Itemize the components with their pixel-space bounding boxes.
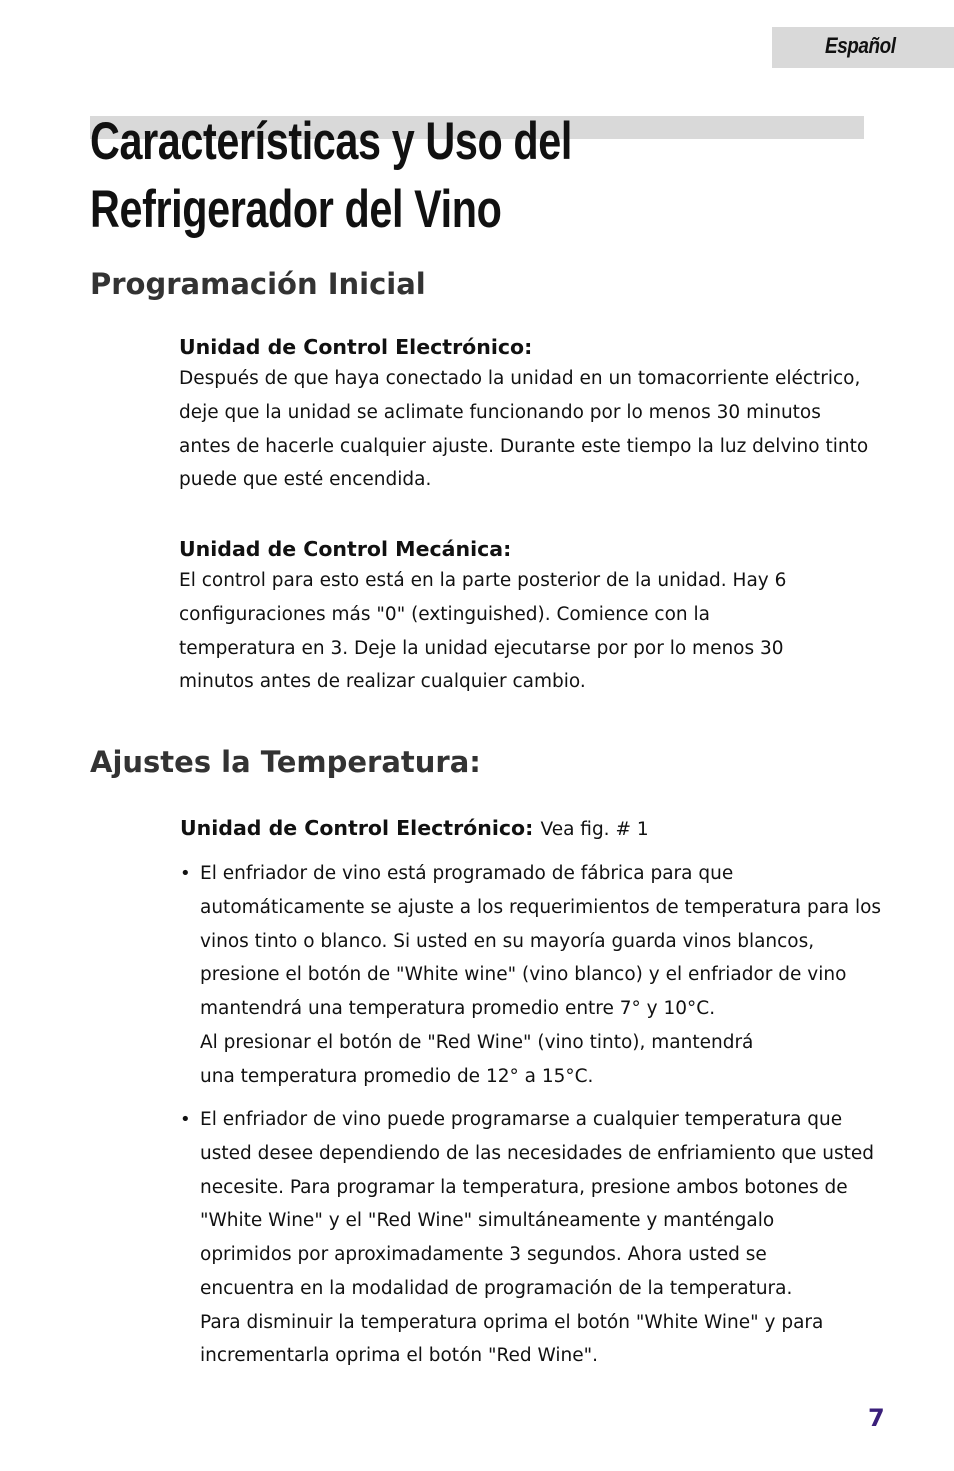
text-line: El control para esto está en la parte posterior de la unidad. Hay 6 (179, 570, 787, 591)
temperature-electronic-heading: Unidad de Control Electrónico: (180, 816, 534, 840)
figure-reference: Vea fig. # 1 (540, 819, 649, 840)
text-line: minutos antes de realizar cualquier cambio. (179, 671, 586, 693)
temperature-electronic-heading-row (180, 812, 870, 846)
bullet-icon: • (180, 1109, 191, 1130)
section-heading-ajustes: Ajustes la Temperatura: (90, 745, 481, 779)
text-line: Después de que haya conectado la unidad en un tomacorriente eléctrico, (179, 368, 861, 389)
text-line: "White Wine" y el "Red Wine" simultáneamente y manténgalo (200, 1210, 775, 1232)
list-item-text (200, 1103, 874, 1373)
page-title-line-1: Características y Uso del (90, 112, 572, 171)
text-line: vinos tinto o blanco. Si usted en su mayoría guarda vinos blancos, (200, 930, 815, 952)
text-line: antes de hacerle cualquier ajuste. Durante este tiempo la luz delvino tinto (179, 435, 869, 457)
text-line: automáticamente se ajuste a los requerimientos de temperatura para los (200, 896, 882, 918)
text-line: deje que la unidad se aclimate funcionando por lo menos 30 minutos (179, 401, 821, 423)
text-line: configuraciones más "0" (extinguished). Comience con la (179, 603, 711, 625)
page-number: 7 (868, 1404, 885, 1432)
text-line: temperatura en 3. Deje la unidad ejecutarse por por lo menos 30 (179, 637, 784, 659)
language-tab (772, 27, 954, 68)
mechanical-control-text (179, 564, 869, 699)
page-title-line-2: Refrigerador del Vino (90, 180, 502, 239)
text-line: Al presionar el botón de "Red Wine" (vino tinto), mantendrá (200, 1031, 754, 1053)
electronic-control-text (179, 362, 869, 497)
text-line: oprimidos por aproximadamente 3 segundos. Ahora usted se (200, 1244, 767, 1265)
text-line: una temperatura promedio de 12° a 15°C. (200, 1065, 594, 1087)
text-line: Para disminuir la temperatura oprima el botón "White Wine" y para (200, 1311, 824, 1333)
text-line: mantendrá una temperatura promedio entre 7° y 10°C. (200, 998, 716, 1019)
text-line: El enfriador de vino puede programarse a cualquier temperatura que (200, 1109, 843, 1130)
text-line: necesite. Para programar la temperatura, presione ambos botones de (200, 1176, 848, 1198)
text-line: presione el botón de "White wine" (vino blanco) y el enfriador de vino (200, 964, 847, 986)
text-line: usted desee dependiendo de las necesidades de enfriamiento que usted (200, 1142, 875, 1164)
text-line: El enfriador de vino está programado de fábrica para que (200, 863, 734, 884)
text-line: encuentra en la modalidad de programación de la temperatura. (200, 1277, 793, 1299)
bullet-icon: • (180, 863, 191, 884)
section-heading-programacion: Programación Inicial (90, 267, 426, 301)
language-label: Español (825, 33, 896, 58)
list-item-text (200, 857, 881, 1093)
electronic-control-block (179, 331, 869, 497)
page-title (90, 110, 572, 242)
text-line: puede que esté encendida. (179, 469, 432, 491)
temperature-electronic-heading-line (180, 812, 870, 846)
mechanical-control-block (179, 533, 869, 699)
text-line: incrementarla oprima el botón "Red Wine". (200, 1345, 599, 1367)
electronic-control-heading: Unidad de Control Electrónico: (179, 335, 533, 359)
mechanical-control-heading: Unidad de Control Mecánica: (179, 537, 512, 561)
